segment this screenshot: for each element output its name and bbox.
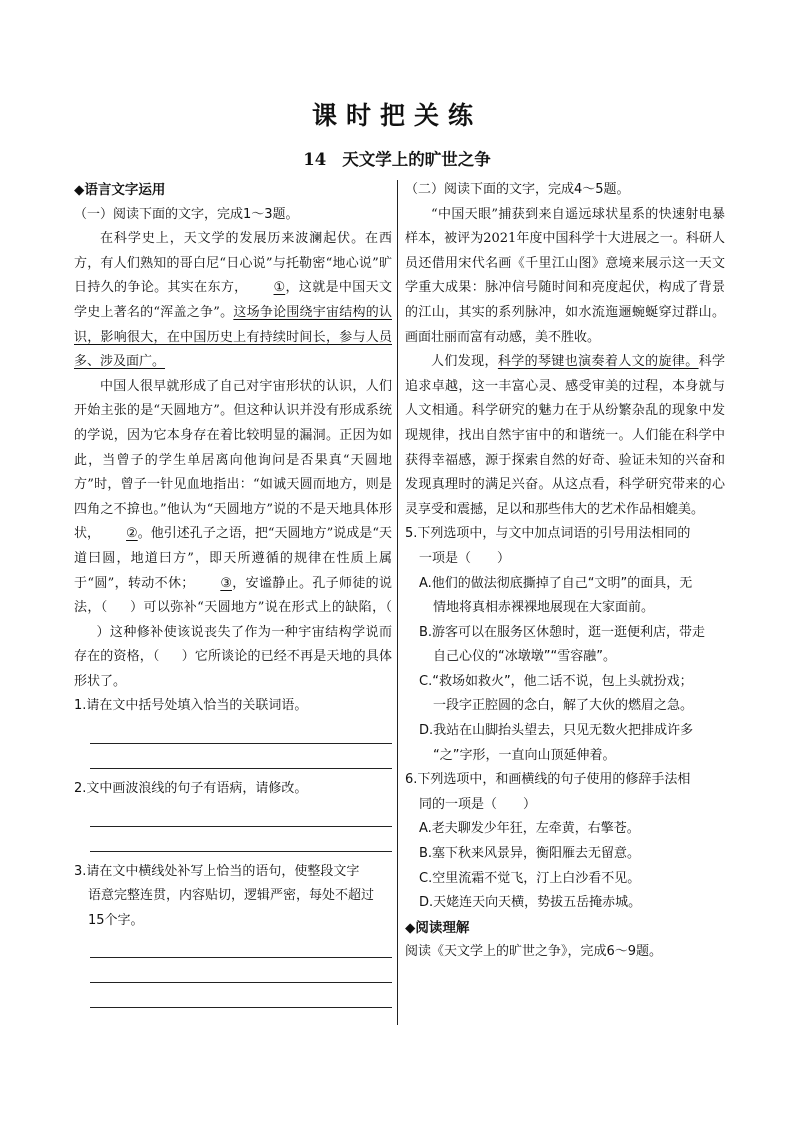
column-divider — [397, 180, 398, 1025]
q5-option-c[interactable]: C.“救场如救火”，他二话不说，包上头就扮戏； — [419, 673, 693, 689]
question-6-line-2: 同的一项是（ ） — [419, 796, 537, 812]
answer-line[interactable] — [90, 827, 392, 852]
q5-option-d-cont: “之”字形，一直向山顶延伸着。 — [433, 747, 616, 763]
answer-line[interactable] — [90, 719, 392, 744]
answer-line[interactable] — [90, 802, 392, 827]
q5-option-a[interactable]: A.他们的做法彻底撕掉了自己“文明”的面具，无 — [419, 575, 693, 591]
q6-option-b[interactable]: B.塞下秋来风景异，衡阳雁去无留意。 — [419, 846, 641, 862]
q6-option-c[interactable]: C.空里流霜不觉飞，汀上白沙看不见。 — [419, 870, 641, 886]
wavy-underlined-sentence: 这场争论围绕宇宙结构的认识，影响很大，在中国历史上有持续时间长，参与人员多、涉及面广。 — [74, 304, 392, 370]
answer-line[interactable] — [90, 744, 392, 769]
section-heading-language: ◆语言文字运用 — [74, 182, 166, 198]
underlined-sentence: 科学的琴键也演奏着人文的旋律。 — [497, 354, 699, 370]
left-column — [74, 178, 392, 1008]
answer-line[interactable] — [90, 983, 392, 1008]
q5-option-a-cont: 情地将真相赤裸裸地展现在大家面前。 — [433, 600, 655, 616]
fill-blank-2[interactable]: ② — [126, 526, 138, 542]
passage-paragraph-3: “中国天眼”捕获到来自遥远球状星系的快速射电暴样本，被评为2021年度中国科学十大进展之一。科研人员还借用宋代名画《千里江山图》意境来展示这一天文学重大成果：脉冲信号随时间和亮度起伏，构成了背景的江山，其实的系列脉冲，如水流迤逦蜿蜒穿过群山。画面壮丽而富有动感，美不胜收。 — [405, 206, 725, 345]
q5-option-b[interactable]: B.游客可以在服务区休憩时，逛一逛便利店，带走 — [419, 624, 706, 640]
passage-paragraph-4: 人们发现，科学的琴键也演奏着人文的旋律。科学追求卓越，这一丰富心灵、感受审美的过程，本身就与人文相通。科学研究的魅力在于从纷繁杂乱的现象中发现规律，找出自然宇宙中的和谐统一。人们能在科学中获得幸福感，源于探索自然的好奇、验证未知的兴奋和发现真理时的满足兴奋。从这点看，科学研究带来的心灵享受和震撼，足以和那些伟大的艺术作品相媲美。 — [405, 354, 725, 517]
answer-line[interactable] — [90, 958, 392, 983]
fill-blank-1[interactable]: ① — [273, 280, 286, 296]
question-3-line-1: 3.请在文中横线处补写上恰当的语句，使整段文字 — [74, 863, 360, 879]
lesson-name: 天文学上的旷世之争 — [342, 150, 491, 169]
question-6-line-1: 6.下列选项中，和画横线的句子使用的修辞手法相 — [405, 772, 691, 788]
q5-option-b-cont: 自己心仪的“冰墩墩”“雪容融”。 — [433, 649, 616, 665]
right-column — [405, 178, 725, 965]
lesson-number: 14 — [303, 150, 327, 169]
question-5-line-1: 5.下列选项中，与文中加点词语的引号用法相同的 — [405, 526, 691, 542]
q5-option-d[interactable]: D.我站在山脚抬头望去，只见无数火把排成许多 — [419, 723, 694, 739]
section-heading-reading: ◆阅读理解 — [405, 919, 470, 936]
question-1: 1.请在文中括号处填入恰当的关联词语。 — [74, 698, 308, 714]
q6-option-a[interactable]: A.老夫聊发少年狂，左牵黄，右擎苍。 — [419, 821, 640, 837]
answer-line[interactable] — [90, 933, 392, 958]
page-title: 课时把关练 — [311, 101, 482, 130]
q5-option-c-cont: 一段字正腔圆的念白，解了大伙的燃眉之急。 — [433, 698, 694, 714]
passage-paragraph-2: 中国人很早就形成了自己对宇宙形状的认识，人们开始主张的是“天圆地方”。但这种认识并没有形成系统的学说，因为它本身存在着比较明显的漏洞。正因为如此，当曾子的学生单居离向他询问是否果真“天圆地方”时，曾子一针见血地指出：“如诚天圆而地方，则是四角之不揜也。”他认为“天圆地方”说的不是天地具体形状， ②。他引述孔子之语，把“天圆地方”说成是“天道曰圆，地道曰方”，即天所遵循的规律在性质上属于“圆”，转动不休； ③，安谧静止。孔子师徒的说法，（ ）可以弥补“天圆地方”说在形式上的缺陷，（）这种修补使该说丧失了作为一种宇宙结构学说而存在的资格，（ ）它所谈论的已经不再是天地的具体形状了。 — [74, 378, 392, 689]
part-three-intro: 阅读《天文学上的旷世之争》，完成6～9题。 — [405, 944, 663, 960]
part-two-heading: （二）阅读下面的文字，完成4～5题。 — [405, 182, 630, 197]
passage-paragraph-1: 在科学史上，天文学的发展历来波澜起伏。在西方，有人们熟知的哥白尼“日心说”与托勒密“地心说”旷日持久的争论。其实在东方， ①，这就是中国天文学史上著名的“浑盖之争”。这场争论围绕宇宙结构的认识，影响很大，在中国历史上有持续时间长，参与人员多、涉及面广。 — [74, 231, 392, 370]
question-3-line-3: 15个字。 — [88, 912, 144, 928]
q6-option-d[interactable]: D.天姥连天向天横，势拔五岳掩赤城。 — [419, 895, 642, 911]
part-one-heading: （一）阅读下面的文字，完成1～3题。 — [74, 206, 299, 222]
question-3-line-2: 语意完整连贯，内容贴切，逻辑严密，每处不超过 — [88, 888, 375, 904]
fill-blank-3[interactable]: ③ — [220, 575, 232, 591]
question-2: 2.文中画波浪线的句子有语病，请修改。 — [74, 781, 308, 797]
lesson-title — [0, 146, 794, 170]
question-5-line-2: 一项是（ ） — [419, 550, 511, 566]
